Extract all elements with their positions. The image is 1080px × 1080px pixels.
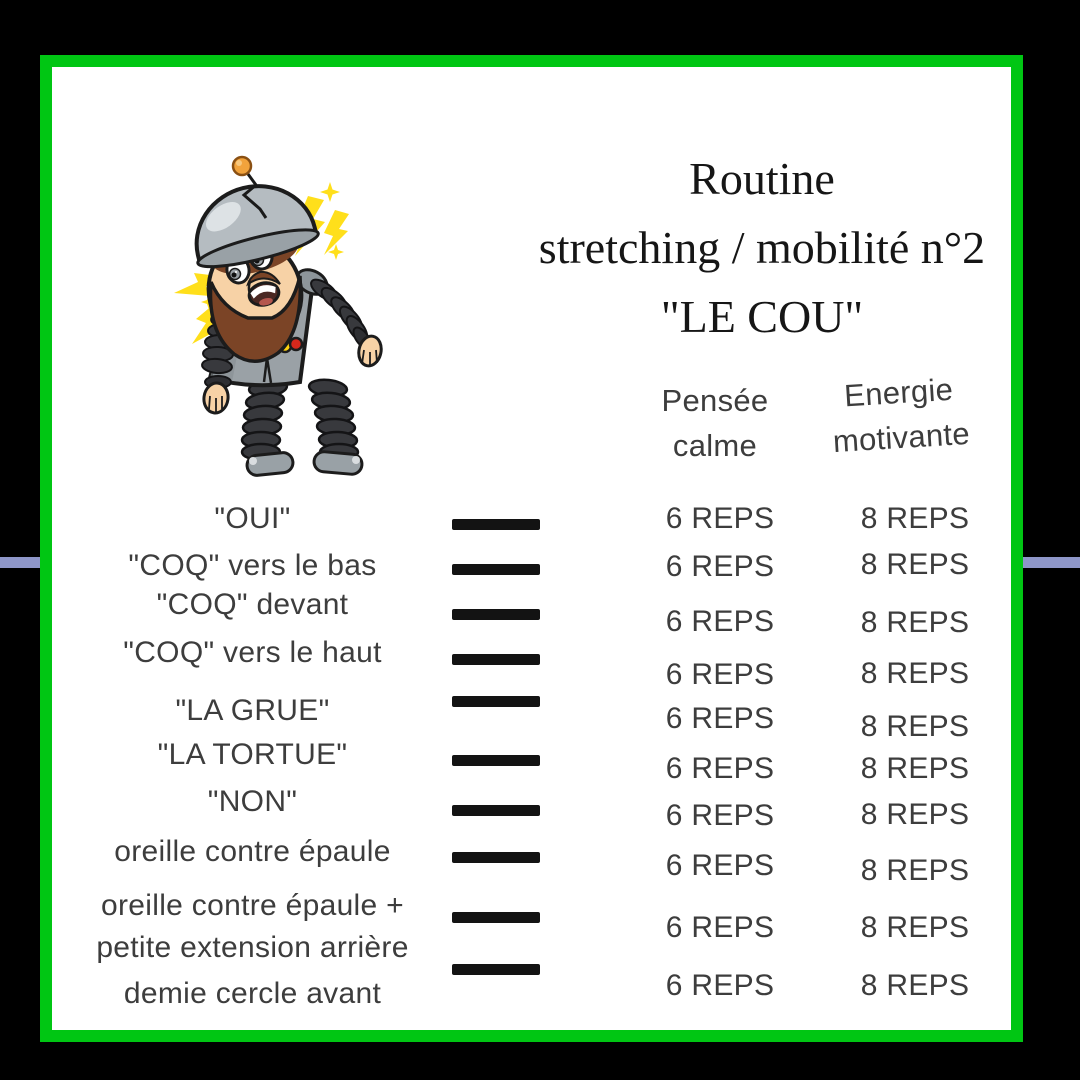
- reps-pensee-calme: 6 REPS: [665, 969, 775, 1002]
- exercise-name: [55, 781, 450, 823]
- exercise-name-line: oreille contre épaule: [114, 835, 391, 868]
- reps-pensee-calme: 6 REPS: [665, 849, 775, 882]
- exercise-name-line: "OUI": [214, 502, 291, 535]
- exercise-name-line: demie cercle avant: [123, 977, 382, 1010]
- exercise-name: [55, 498, 450, 540]
- robot-legs: [242, 378, 358, 460]
- exercise-name: [55, 584, 450, 626]
- header-line: Energie: [843, 371, 955, 414]
- column-header-energie-motivante: [782, 363, 1017, 467]
- reps-pensee-calme: 6 REPS: [665, 911, 775, 944]
- reps-energie-motivante: 8 REPS: [860, 854, 970, 887]
- exercise-name: [55, 831, 450, 873]
- reps-energie-motivante: 8 REPS: [860, 502, 970, 535]
- decorative-stripe-right: [1023, 557, 1080, 568]
- exercise-name-line: "COQ" vers le haut: [123, 636, 382, 669]
- dash-bar-icon: [452, 805, 540, 816]
- reps-energie-motivante: 8 REPS: [860, 606, 970, 639]
- header-line: Pensée: [661, 383, 769, 418]
- exercise-name: [55, 734, 450, 776]
- dash-bar-icon: [452, 852, 540, 863]
- header-line: motivante: [831, 415, 971, 460]
- reps-pensee-calme: 6 REPS: [665, 752, 775, 785]
- exercise-name: [55, 973, 450, 1015]
- reps-energie-motivante: 8 REPS: [860, 798, 970, 831]
- avatar-illustration: [152, 152, 402, 492]
- reps-pensee-calme: 6 REPS: [665, 502, 775, 535]
- dash-bar-icon: [452, 755, 540, 766]
- title-line-2: stretching / mobilité n°2: [538, 222, 986, 273]
- reps-pensee-calme: 6 REPS: [665, 605, 775, 638]
- exercise-name-line: "COQ" devant: [156, 588, 349, 621]
- dash-bar-icon: [452, 564, 540, 575]
- dash-bar-icon: [452, 696, 540, 707]
- header-line: calme: [672, 428, 758, 463]
- exercise-name-line: "LA TORTUE": [157, 738, 348, 771]
- title-line-1: Routine: [689, 153, 835, 204]
- reps-energie-motivante: 8 REPS: [860, 752, 970, 785]
- reps-pensee-calme: 6 REPS: [665, 550, 775, 583]
- reps-energie-motivante: 8 REPS: [860, 969, 970, 1002]
- exercise-name: [55, 690, 450, 732]
- dash-bar-icon: [452, 519, 540, 530]
- dash-bar-icon: [452, 912, 540, 923]
- exercise-name-line: oreille contre épaule +: [101, 889, 404, 922]
- exercise-name: [55, 545, 450, 587]
- robot-boots: [246, 451, 363, 476]
- exercise-name-line: petite extension arrière: [96, 931, 409, 964]
- reps-pensee-calme: 6 REPS: [665, 799, 775, 832]
- exercise-name-line: "COQ" vers le bas: [128, 549, 377, 582]
- exercise-name-line: "NON": [207, 785, 298, 818]
- exercise-name: [55, 885, 450, 969]
- poster-title: [472, 144, 1052, 351]
- reps-pensee-calme: 6 REPS: [665, 702, 775, 735]
- dash-bar-icon: [452, 964, 540, 975]
- reps-energie-motivante: 8 REPS: [860, 657, 970, 690]
- reps-energie-motivante: 8 REPS: [860, 710, 970, 743]
- exercise-name: [55, 632, 450, 674]
- title-line-3: "LE COU": [660, 291, 864, 342]
- dash-bar-icon: [452, 654, 540, 665]
- reps-energie-motivante: 8 REPS: [860, 548, 970, 581]
- decorative-stripe-left: [0, 557, 40, 568]
- dash-bar-icon: [452, 609, 540, 620]
- exercise-name-line: "LA GRUE": [175, 694, 330, 727]
- reps-energie-motivante: 8 REPS: [860, 911, 970, 944]
- reps-pensee-calme: 6 REPS: [665, 658, 775, 691]
